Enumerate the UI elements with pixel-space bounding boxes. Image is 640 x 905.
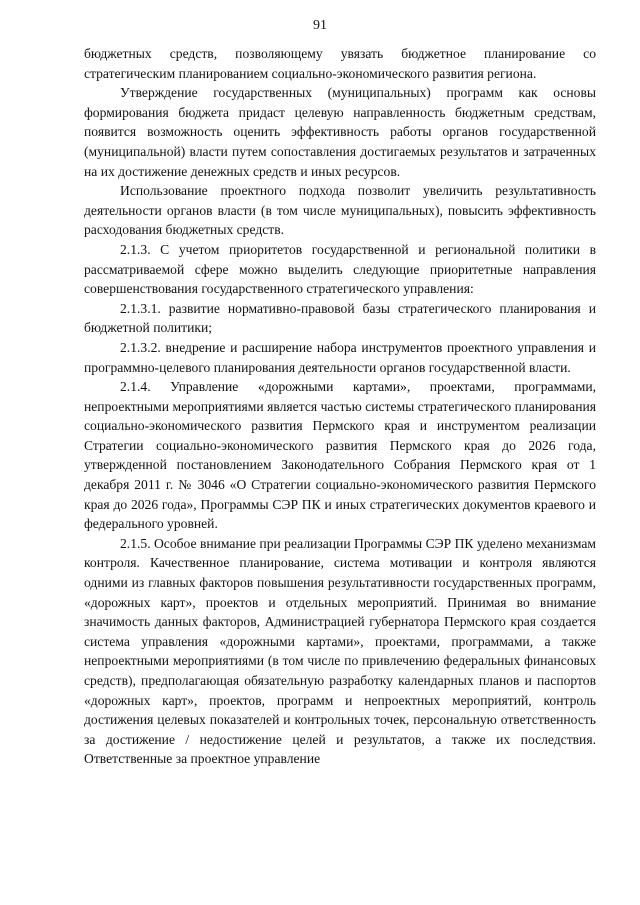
paragraph-project-approach: Использование проектного подхода позволит увеличить результативность деятельности органов власти (в том числе муниципальных), повысить эффективность расходования бюджетных средств.: [84, 183, 596, 238]
paragraph-2-1-3-2: 2.1.3.2. внедрение и расширение набора инструментов проектного управления и программно-целевого планирования деятельности органов государственной власти.: [84, 339, 596, 375]
page-number: 91: [313, 18, 327, 33]
paragraph-continuation: бюджетных средств, позволяющему увязать бюджетное планирование со стратегическим планированием социально-экономического развития региона.: [84, 46, 596, 81]
paragraph-2-1-3: 2.1.3. С учетом приоритетов государственной и региональной политики в рассматриваемой сфере можно выделить следующие приоритетные направления совершенствования государственного стратегического управления:: [84, 241, 596, 297]
paragraph-2-1-5: 2.1.5. Особое внимание при реализации Программы СЭР ПК уделено механизмам контроля. Качественное планирование, система мотивации и контроля являются одними из главных факторов повышения результативности государственных программ, «дорожных карт», проектов и отдельных мероприятий. Принимая во внимание значимость данных факторов, Администрацией губернатора Пермского края создается система управления «дорожными картами», проектами, программами, а также непроектными мероприятиями (в том числе по привлечению федеральных финансовых средств), предполагающая обязательную разработку календарных планов и паспортов «дорожных карт», проектов, программ и непроектных мероприятий, контроль достижения целевых показателей и контрольных точек, персональную ответственность за достижение / недостижение целей и результатов, а также их последствия. Ответственные за проектное управление: [84, 535, 597, 767]
paragraph-2-1-4: 2.1.4. Управление «дорожными картами», проектами, программами, непроектными мероприятиями является частью системы стратегического планирования социально-экономического развития Пермского края и инструментом реализации Стратегии социально-экономического развития Пермского края до 2026 года, утвержденной постановлением Законодательного Собрания Пермского края от 1 декабря 2011 г. № 3046 «О Стратегии социально-экономического развития Пермского края до 2026 года», Программы СЭР ПК и иных стратегических документов краевого и федерального уровней.: [84, 379, 596, 532]
document-body: [84, 44, 596, 769]
paragraph-2-1-3-1: 2.1.3.1. развитие нормативно-правовой базы стратегического планирования и бюджетной политики;: [84, 300, 596, 336]
paragraph-programs-approval: Утверждение государственных (муниципальных) программ как основы формирования бюджета придаст целевую направленность бюджетным средствам, появится возможность оценить эффективность работы органов государственной (муниципальной) власти путем сопоставления достигаемых результатов и затраченных на их достижение денежных средств и иных ресурсов.: [84, 85, 596, 179]
